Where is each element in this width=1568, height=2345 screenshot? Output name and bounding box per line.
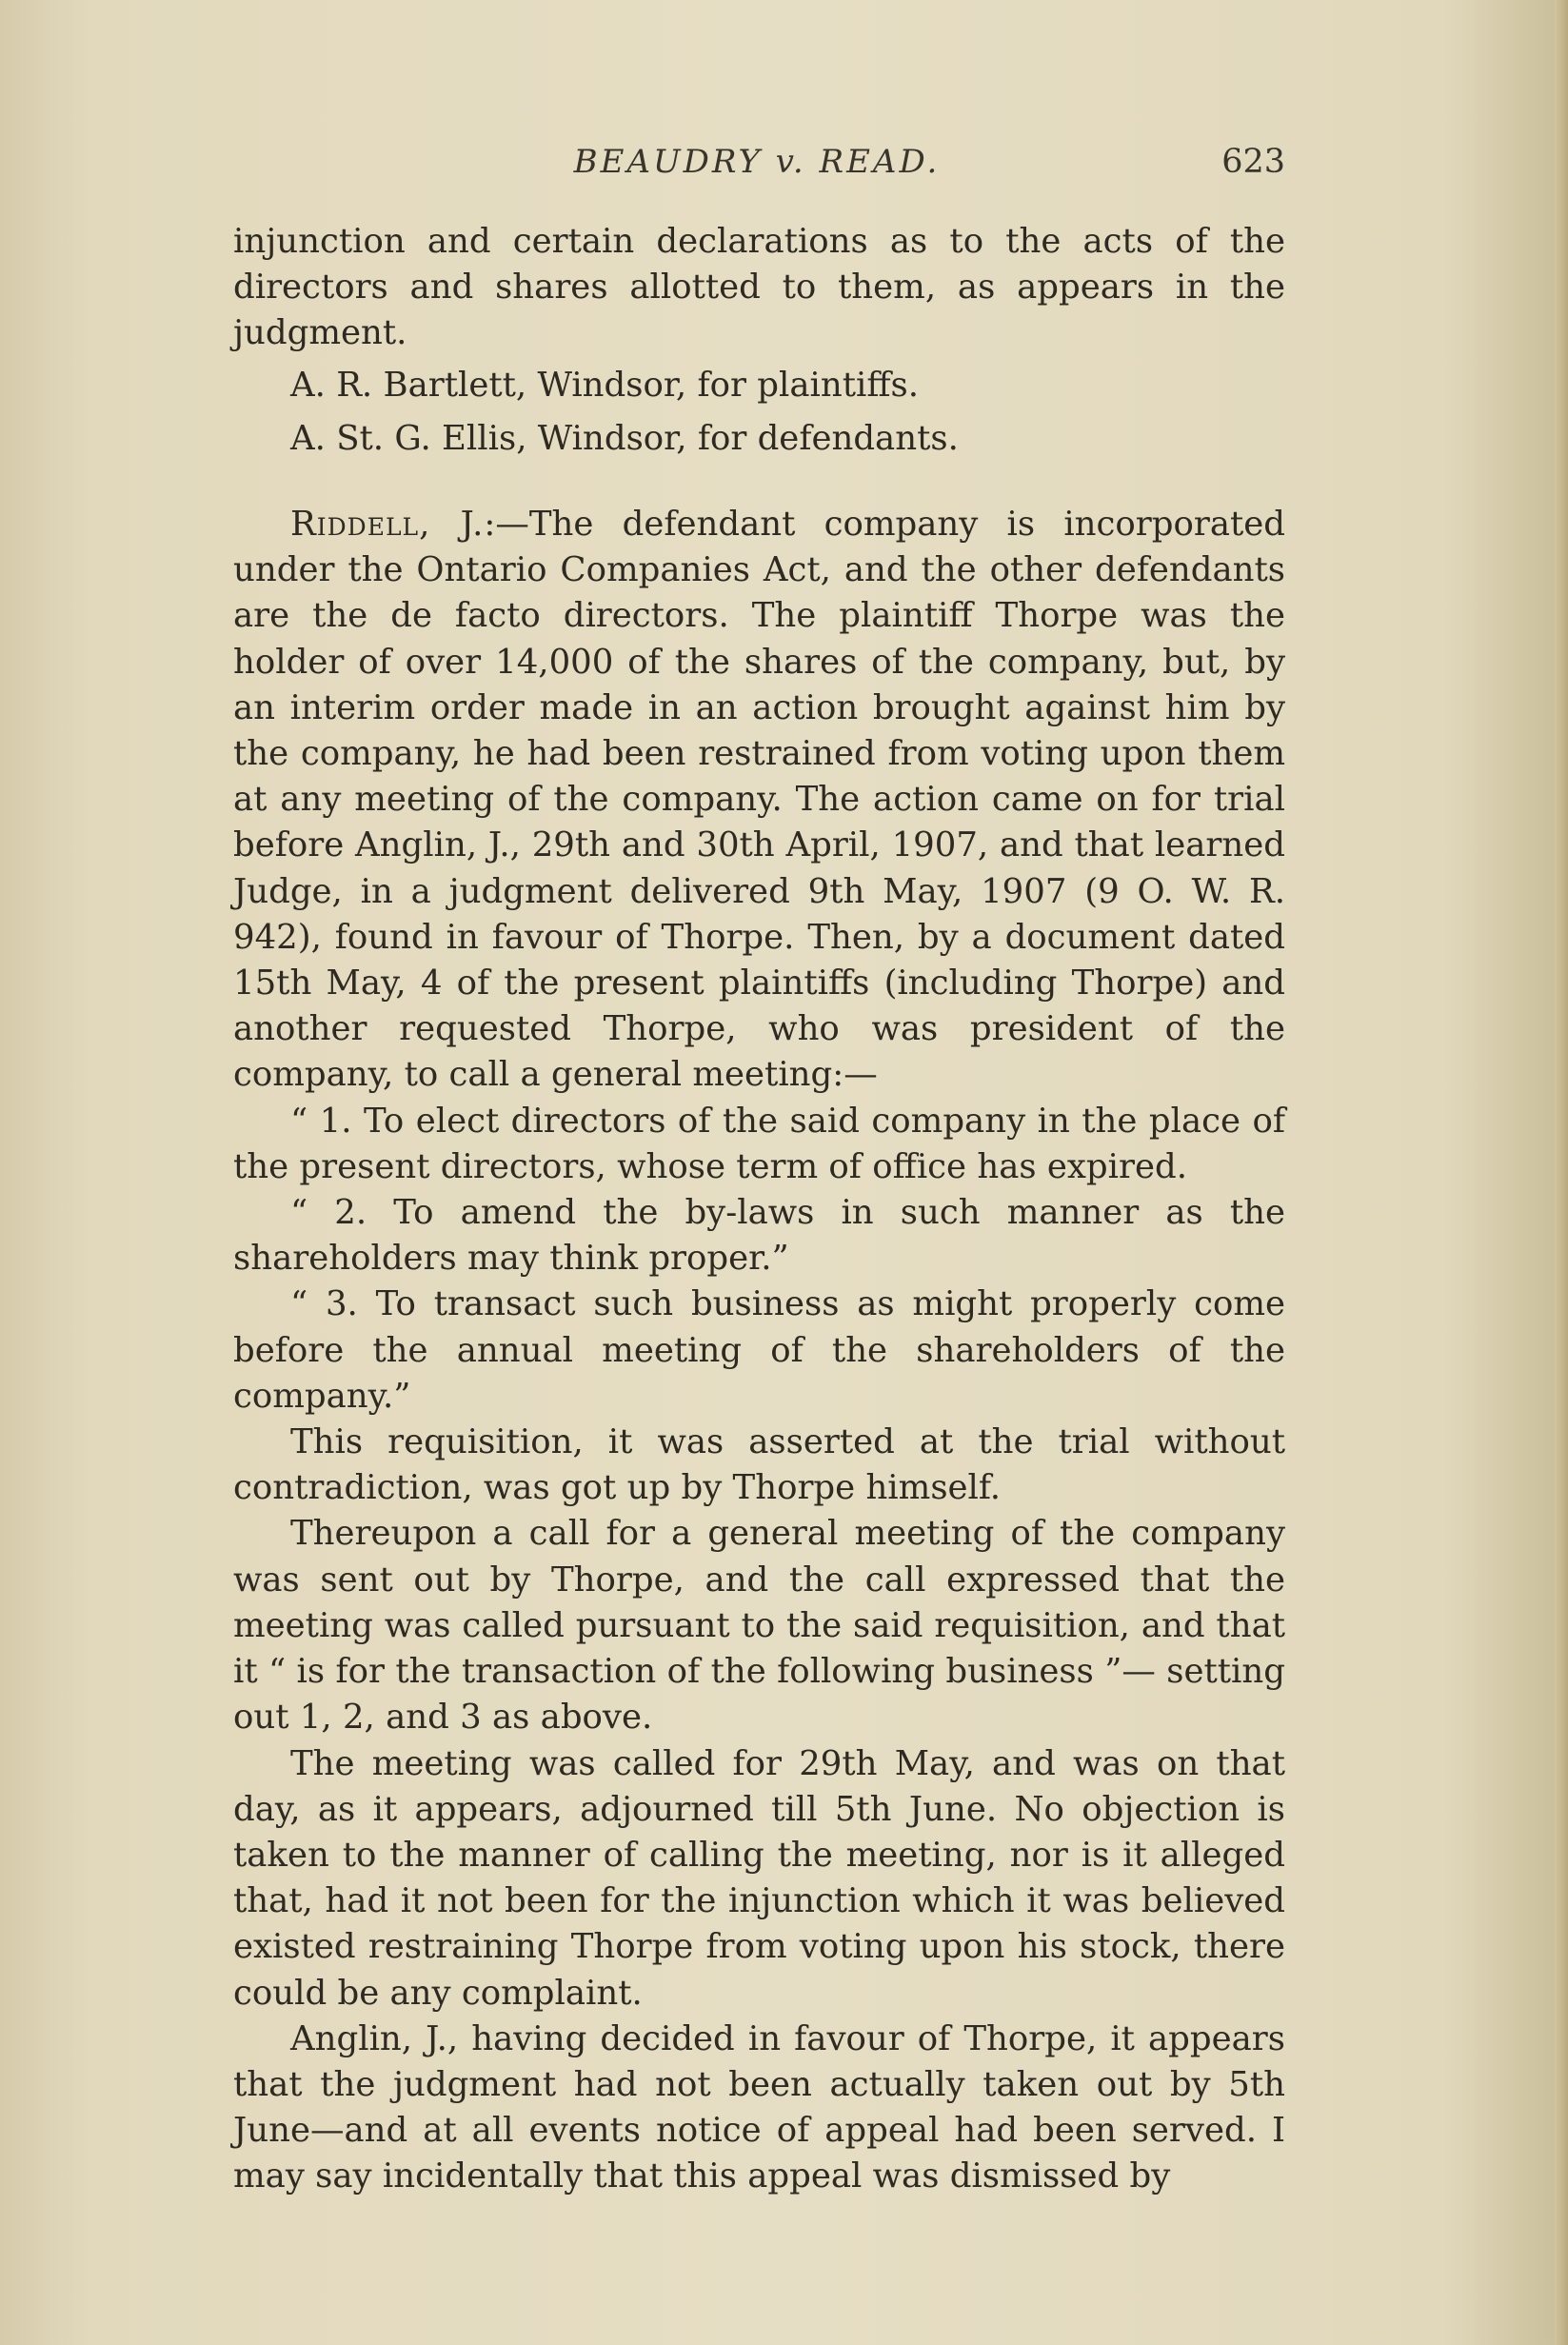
judge-name: Riddell, J. — [290, 505, 485, 545]
running-head: BEAUDRY v. READ. — [573, 143, 941, 181]
requisition-item-1: “ 1. To elect directors of the said company in the place of the present directors, whose term of office has expired. — [233, 1101, 1285, 1186]
requisition-item-2: “ 2. To amend the by-laws in such manner as the shareholders may think proper.” — [233, 1193, 1285, 1279]
page-body — [233, 219, 1285, 2200]
counsel-defendants: A. St. G. Ellis, Windsor, for defendants. — [290, 418, 959, 458]
paragraph: This requisition, it was asserted at the trial without contradiction, was got up by Thorpe himself. — [233, 1422, 1285, 1508]
counsel-plaintiffs: A. R. Bartlett, Windsor, for plaintiffs. — [290, 365, 920, 405]
page-number: 623 — [1221, 143, 1285, 181]
page-header — [228, 143, 1285, 190]
paragraph: Thereupon a call for a general meeting of the company was sent out by Thorpe, and the call expressed that the meeting was called pursuant to the said requisition, and that it “ is for the transaction of the following business ”— setting out 1, 2, and 3 as above. — [233, 1514, 1285, 1738]
requisition-item-3: “ 3. To transact such business as might properly come before the annual meeting of the shareholders of the company.” — [233, 1284, 1285, 1416]
paragraph: The meeting was called for 29th May, and was on that day, as it appears, adjourned till 5th June. No objection is taken to the manner of calling the meeting, nor is it alleged that, had it not been for the injunction which it was believed existed restraining Thorpe from voting upon his stock, there could be any complaint. — [233, 1743, 1285, 2013]
paragraph: Anglin, J., having decided in favour of Thorpe, it appears that the judgment had not been actually taken out by 5th June—and at all events notice of appeal had been served. I may say incidentally that this appeal was dismissed by — [233, 2018, 1285, 2196]
paragraph-continuation: injunction and certain declarations as to the acts of the directors and shares allotted to them, as appears in the judgment. — [233, 222, 1285, 353]
page-edge — [1555, 0, 1568, 2345]
judgment-opening — [233, 502, 1285, 1099]
judgment-text: :—The defendant company is incorporated under the Ontario Companies Act, and the other defendants are the de facto directors. The plaintiff Thorpe was the holder of over 14,000 of the shares of the company, but, by an interim order made in an action brought against him by the company, he had been restrained from voting upon them at any meeting of the company. The action came on for trial before Anglin, J., 29th and 30th April, 1907, and that learned Judge, in a judgment delivered 9th May, 1907 (9 O. W. R. 942), found in favour of Thorpe. Then, by a document dated 15th May, 4 of the present plaintiffs (including Thorpe) and another requested Thorpe, who was president of the company, to call a general meeting:— — [233, 505, 1285, 1095]
